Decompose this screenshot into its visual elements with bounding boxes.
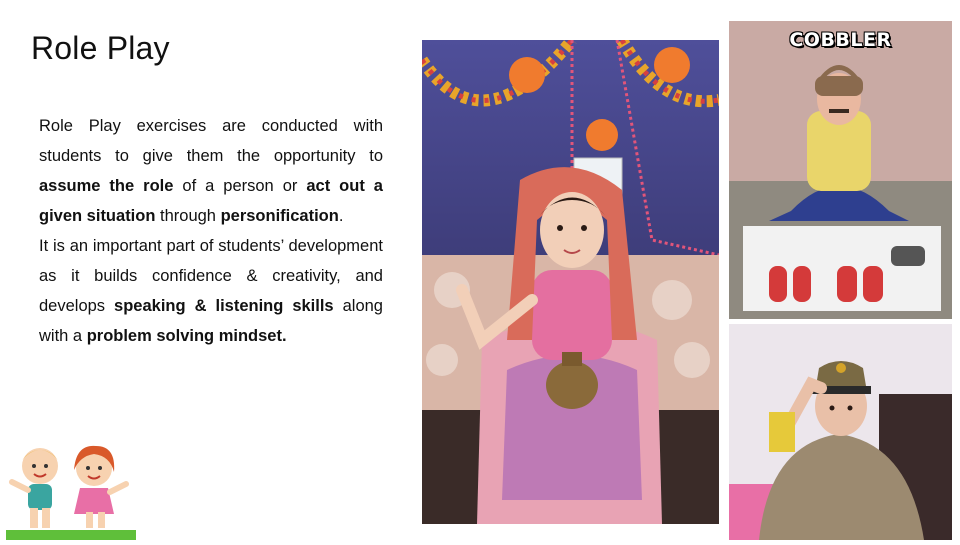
p2-text-1: It is an important part of students’ development as it builds confidence & creativity, and develops [39,237,383,315]
p1-bold-3: personification [220,207,339,225]
p1-text-3: through [155,207,221,225]
slide-title: Role Play [31,30,170,66]
p1-bold-2: act out a given situation [39,177,383,225]
photo-cobbler [729,21,952,319]
p2-text-2: along with a [39,297,383,345]
body-text [39,111,383,351]
cartoon-kids-icon [6,442,136,540]
cobbler-caption: COBBLER [789,29,892,51]
photo-cobbler-illustration [729,21,952,319]
photo-girl-illustration [422,40,719,524]
p1-bold-1: assume the role [39,177,174,195]
p2-bold-1: speaking & listening skills [114,297,334,315]
p1-text-1: Role Play exercises are conducted with students to give them the opportunity to [39,117,383,165]
paragraph-1 [39,111,383,231]
p2-bold-2: problem solving mindset. [86,327,287,345]
cartoon-kids-decoration [6,442,136,540]
paragraph-2 [39,231,383,351]
p1-text-4: . [338,207,344,225]
photo-police-officer [729,324,952,540]
photo-police-illustration [729,324,952,540]
p1-text-2: of a person or [173,177,307,195]
photo-girl-traditional-dress [422,40,719,524]
